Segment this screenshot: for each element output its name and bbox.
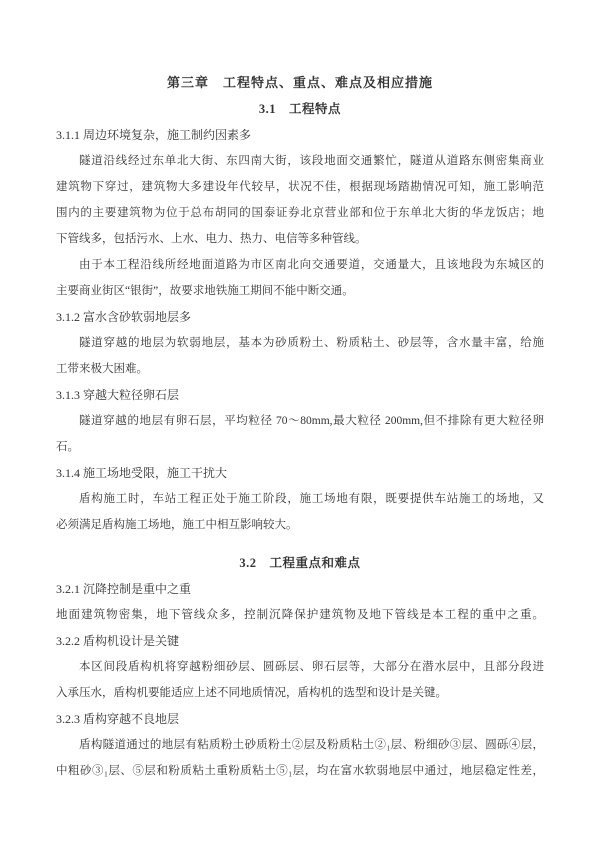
text-line: 本区间段盾构机将穿越粉细砂层、圆砾层、卵石层等，大部分在潜水层中，且部分段进 (79, 661, 544, 673)
subsection-heading: 3.2.3 盾构穿越不良地层 (56, 712, 180, 726)
text-line: 隧道穿越的地层为软弱地层，基本为砂质粉土、粉质粘土、砂层等，含水量丰富，给施 (79, 337, 544, 349)
text-line: 入承压水，盾构机要能适应上述不同地质情况，盾构机的选型和设计是关键。 (56, 687, 447, 699)
subsection-heading: 3.2.2 盾构机设计是关键 (56, 634, 180, 648)
paragraph (56, 252, 544, 304)
text-line: 建筑物下穿过，建筑物大多建设年代较早，状况不佳，根据现场踏勘情况可知，施工影响范 (56, 181, 544, 193)
subsection-heading: 3.1.4 施工场地受限，施工干扰大 (56, 466, 228, 480)
text-line: 工带来极大困难。 (56, 363, 148, 375)
paragraph (56, 486, 544, 538)
text-line: 盾构隧道通过的地层有粘质粉土砂质粉土②层及粉质粘土②₁层、粉细砂③层、圆砾④层， (79, 739, 544, 751)
section-title: 3.1 工程特点 (258, 102, 342, 116)
text-line: 主要商业街区“银街”，故要求地铁施工期间不能中断交通。 (56, 285, 354, 297)
chapter-title: 第三章 工程特点、重点、难点及相应措施 (166, 75, 433, 90)
text-line: 地面建筑物密集，地下管线众多，控制沉降保护建筑物及地下管线是本工程的重中之重。 (56, 609, 544, 621)
paragraph (56, 148, 544, 252)
text-line: 由于本工程沿线所经地面道路为市区南北向交通要道，交通量大，且该地段为东城区的 (79, 259, 544, 271)
text-line: 中粗砂③₁层、⑤层和粉质粘土重粉质粘土⑤₁层，均在富水软弱地层中通过，地层稳定性差， (56, 765, 544, 777)
text-line: 隧道穿越的地层有卵石层，平均粒径 70～80mm,最大粒径 200mm,但不排除有更大粒径卵 (79, 415, 544, 427)
text-line: 围内的主要建筑物为位于总布胡同的国泰证券北京营业部和位于东单北大街的华龙饭店；地 (56, 207, 544, 219)
paragraph (56, 602, 544, 628)
paragraph (56, 654, 544, 706)
subsection-heading: 3.1.1 周边环境复杂，施工制约因素多 (56, 128, 252, 142)
subsection-heading: 3.1.3 穿越大粒径卵石层 (56, 388, 180, 402)
text-line: 石。 (56, 441, 79, 453)
paragraph (56, 732, 544, 784)
paragraph (56, 330, 544, 382)
text-line: 下管线多，包括污水、上水、电力、热力、电信等多种管线。 (56, 233, 367, 245)
text-line: 隧道沿线经过东单北大街、东四南大街，该段地面交通繁忙，隧道从道路东侧密集商业 (79, 155, 544, 167)
text-line: 必须满足盾构施工场地，施工中相互影响较大。 (56, 519, 298, 531)
document-body (56, 70, 544, 784)
paragraph (56, 408, 544, 460)
subsection-heading: 3.2.1 沉降控制是重中之重 (56, 582, 192, 596)
section-title: 3.2 工程重点和难点 (239, 556, 361, 570)
subsection-heading: 3.1.2 富水含砂软弱地层多 (56, 310, 192, 324)
text-line: 盾构施工时，车站工程正处于施工阶段，施工场地有限，既要提供车站施工的场地，又 (79, 493, 544, 505)
